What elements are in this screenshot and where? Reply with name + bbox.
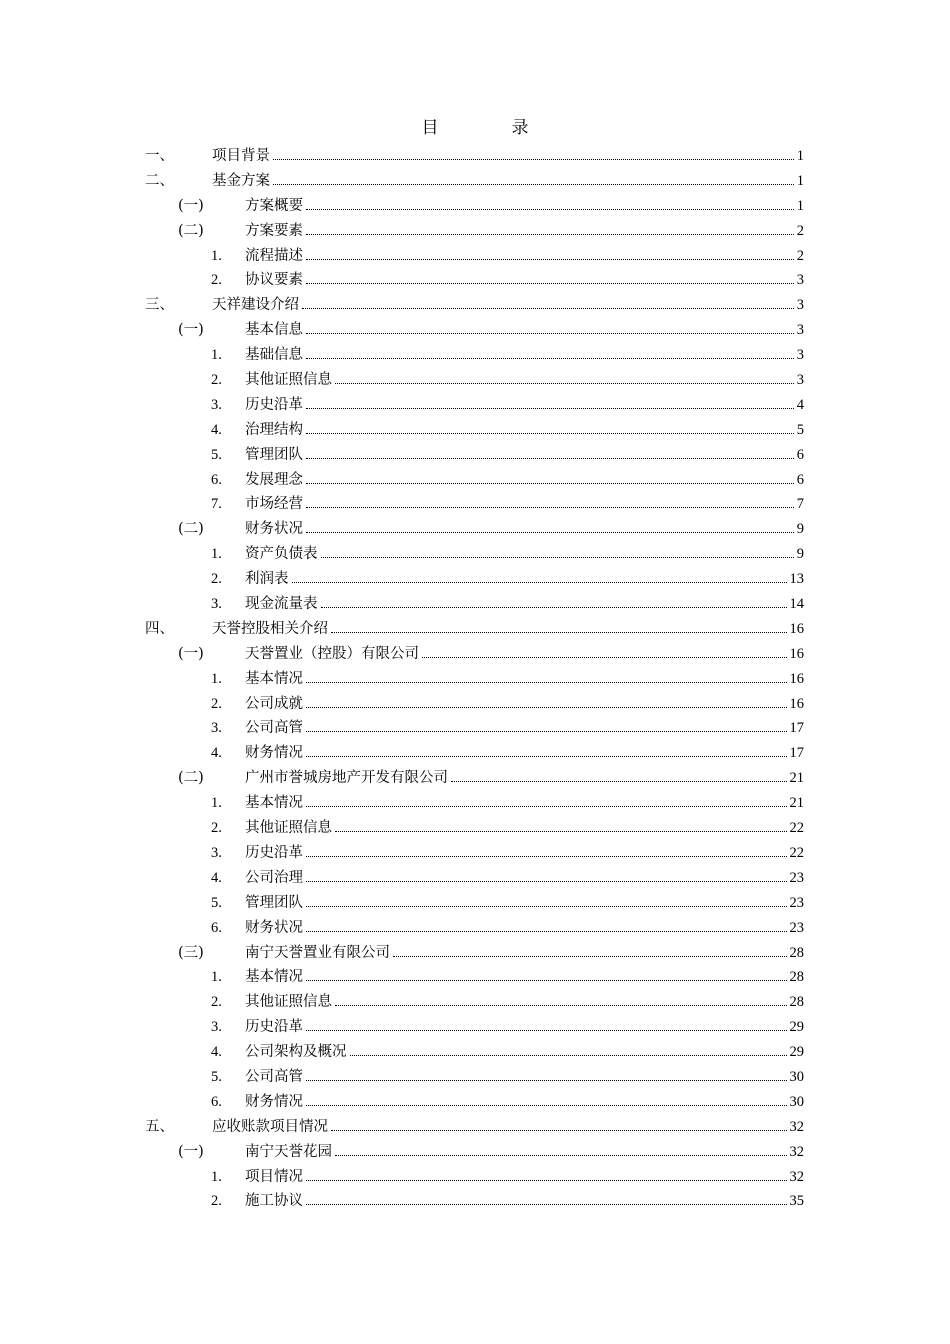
toc-entry[interactable] — [0, 816, 950, 841]
toc-entry-label[interactable]: 南宁天誉花园 — [245, 1143, 332, 1160]
dot-leader — [306, 433, 794, 434]
toc-entry-page: 2 — [796, 222, 804, 239]
toc-entry-number: 7. — [211, 496, 222, 513]
toc-entry-page: 14 — [789, 596, 804, 613]
toc-entry-label[interactable]: 天誉置业（控股）有限公司 — [245, 645, 419, 662]
toc-entry[interactable] — [0, 667, 950, 692]
toc-entry-line — [245, 965, 804, 990]
toc-entry-line — [245, 816, 804, 841]
toc-entry[interactable] — [0, 219, 950, 244]
toc-entry-page: 32 — [789, 1143, 804, 1160]
toc-entry-number: 1. — [211, 546, 222, 563]
toc-entry-label[interactable]: 管理团队 — [245, 446, 303, 463]
toc-entry-page: 6 — [796, 446, 804, 463]
toc-entry-page: 16 — [789, 670, 804, 687]
toc-entry-line — [245, 194, 804, 219]
toc-entry-line — [212, 617, 804, 642]
dot-leader — [393, 956, 787, 957]
toc-entry-number: (三) — [178, 944, 204, 961]
toc-entry-line — [245, 592, 804, 617]
toc-entry-number: (一) — [178, 645, 204, 662]
dot-leader — [273, 159, 794, 160]
toc-entry[interactable] — [0, 468, 950, 493]
toc-entry-label[interactable]: 其他证照信息 — [245, 372, 332, 389]
toc-entry-line — [245, 492, 804, 517]
toc-entry-line — [245, 1189, 804, 1214]
dot-leader — [292, 582, 787, 583]
toc-entry-label[interactable]: 施工协议 — [245, 1193, 303, 1210]
toc-entry[interactable] — [0, 443, 950, 468]
toc-entry-number: (一) — [178, 197, 204, 214]
toc-entry-page: 3 — [796, 372, 804, 389]
toc-entry-label[interactable]: 财务状况 — [245, 521, 303, 538]
toc-entry-page: 21 — [789, 770, 804, 787]
toc-entry-number: 四、 — [145, 620, 174, 637]
toc-entry[interactable] — [0, 592, 950, 617]
toc-entry-number: 6. — [211, 919, 222, 936]
toc-entry-line — [245, 244, 804, 269]
dot-leader — [306, 234, 794, 235]
toc-entry-label[interactable]: 应收账款项目情况 — [212, 1118, 328, 1135]
toc-entry-label[interactable]: 历史沿革 — [245, 1019, 303, 1036]
toc-entry-label[interactable]: 基本情况 — [245, 670, 303, 687]
toc-entry[interactable] — [0, 1165, 950, 1190]
toc-entry-number: 2. — [211, 1193, 222, 1210]
dot-leader — [306, 333, 794, 334]
toc-entry-number: 2. — [211, 571, 222, 588]
toc-entry[interactable] — [0, 567, 950, 592]
toc-entry[interactable] — [0, 368, 950, 393]
toc-entry-number: 二、 — [145, 172, 174, 189]
dot-leader — [451, 781, 787, 782]
toc-entry-page: 1 — [796, 172, 804, 189]
toc-entry-number: 4. — [211, 1044, 222, 1061]
toc-entry-label[interactable]: 历史沿革 — [245, 844, 303, 861]
dot-leader — [331, 632, 787, 633]
toc-entry-number: 5. — [211, 894, 222, 911]
toc-entry-number: (一) — [178, 322, 204, 339]
toc-entry-label[interactable]: 公司治理 — [245, 869, 303, 886]
toc-entry-page: 30 — [789, 1093, 804, 1110]
dot-leader — [306, 283, 794, 284]
toc-entry-page: 28 — [789, 944, 804, 961]
toc-entry-page: 28 — [789, 994, 804, 1011]
dot-leader — [306, 1080, 787, 1081]
toc-entry-page: 23 — [789, 919, 804, 936]
toc-entry-page: 35 — [789, 1193, 804, 1210]
toc-entry-label[interactable]: 广州市誉城房地产开发有限公司 — [245, 770, 448, 787]
dot-leader — [306, 881, 787, 882]
toc-entry[interactable] — [0, 990, 950, 1015]
toc-entry-label[interactable]: 利润表 — [245, 571, 289, 588]
toc-entry-number: 4. — [211, 745, 222, 762]
toc-entry[interactable] — [0, 692, 950, 717]
toc-entry-number: 1. — [211, 670, 222, 687]
toc-entry[interactable] — [0, 418, 950, 443]
dot-leader — [306, 682, 787, 683]
toc-entry-number: 3. — [211, 844, 222, 861]
toc-entry-label[interactable]: 公司高管 — [245, 1068, 303, 1085]
dot-leader — [306, 408, 794, 409]
toc-entry-label[interactable]: 项目情况 — [245, 1168, 303, 1185]
dot-leader — [306, 259, 794, 260]
dot-leader — [306, 1204, 787, 1205]
toc-entry-number: 3. — [211, 1019, 222, 1036]
toc-entry-number: 一、 — [145, 148, 174, 164]
toc-entry-label[interactable]: 方案要素 — [245, 222, 303, 239]
toc-entry-label[interactable]: 基本信息 — [245, 322, 303, 339]
toc-entry[interactable] — [0, 144, 950, 169]
toc-entry-number: 2. — [211, 695, 222, 712]
toc-entry[interactable] — [0, 1115, 950, 1140]
toc-entry-number: 三、 — [145, 297, 174, 314]
toc-entry-page: 1 — [796, 148, 804, 164]
toc-entry-label[interactable]: 项目背景 — [212, 148, 270, 164]
toc-entry-number: 3. — [211, 396, 222, 413]
toc-entry[interactable] — [0, 1040, 950, 1065]
dot-leader — [335, 1155, 787, 1156]
toc-entry-page: 23 — [789, 894, 804, 911]
toc-entry-line — [245, 268, 804, 293]
toc-entry[interactable] — [0, 1065, 950, 1090]
toc-entry-line — [245, 393, 804, 418]
dot-leader — [306, 1180, 787, 1181]
toc-entry-page: 2 — [796, 247, 804, 264]
toc-entry[interactable] — [0, 741, 950, 766]
toc-entry-line — [245, 642, 804, 667]
toc-entry-number: 1. — [211, 247, 222, 264]
dot-leader — [335, 831, 787, 832]
toc-title: 目 录 — [421, 118, 557, 138]
toc-entry-line — [245, 1090, 804, 1115]
toc-entry-number: 五、 — [145, 1118, 174, 1135]
toc-entry-page: 17 — [789, 720, 804, 737]
toc-entry-label[interactable]: 公司高管 — [245, 720, 303, 737]
toc-entry-line — [245, 1165, 804, 1190]
dot-leader — [306, 1030, 787, 1031]
dot-leader — [422, 657, 787, 658]
toc-entry-label[interactable]: 基本情况 — [245, 969, 303, 986]
toc-entry-line — [245, 418, 804, 443]
toc-entry-label[interactable]: 财务情况 — [245, 1093, 303, 1110]
toc-entry-label[interactable]: 公司架构及概况 — [245, 1044, 347, 1061]
toc-list — [0, 144, 950, 1214]
toc-entry-page: 6 — [796, 471, 804, 488]
toc-entry-number: 4. — [211, 421, 222, 438]
toc-entry-label[interactable]: 协议要素 — [245, 272, 303, 289]
toc-entry-page: 5 — [796, 421, 804, 438]
toc-entry-line — [245, 741, 804, 766]
toc-entry-line — [245, 318, 804, 343]
toc-entry-page: 29 — [789, 1044, 804, 1061]
toc-entry-number: 1. — [211, 969, 222, 986]
toc-entry-page: 16 — [789, 645, 804, 662]
toc-entry-page: 3 — [796, 297, 804, 314]
toc-entry-page: 13 — [789, 571, 804, 588]
toc-entry-line — [245, 517, 804, 542]
toc-entry-number: 1. — [211, 795, 222, 812]
toc-entry-number: 4. — [211, 869, 222, 886]
toc-entry-label[interactable]: 资产负债表 — [245, 546, 318, 563]
toc-entry-page: 22 — [789, 844, 804, 861]
toc-entry[interactable] — [0, 866, 950, 891]
toc-entry-label[interactable]: 其他证照信息 — [245, 820, 332, 837]
toc-entry-line — [245, 716, 804, 741]
toc-entry[interactable] — [0, 268, 950, 293]
toc-entry-line — [245, 1015, 804, 1040]
toc-entry[interactable] — [0, 841, 950, 866]
toc-entry-page: 21 — [789, 795, 804, 812]
dot-leader — [273, 184, 794, 185]
toc-entry-number: 2. — [211, 372, 222, 389]
toc-entry-line — [245, 990, 804, 1015]
dot-leader — [306, 906, 787, 907]
toc-entry[interactable] — [0, 1140, 950, 1165]
toc-entry-page: 16 — [789, 620, 804, 637]
toc-entry-page: 23 — [789, 869, 804, 886]
toc-entry-label[interactable]: 现金流量表 — [245, 596, 318, 613]
toc-entry[interactable] — [0, 617, 950, 642]
toc-entry-page: 29 — [789, 1019, 804, 1036]
toc-entry[interactable] — [0, 492, 950, 517]
toc-entry-line — [245, 219, 804, 244]
toc-entry-page: 17 — [789, 745, 804, 762]
toc-entry-line — [212, 293, 804, 318]
toc-entry[interactable] — [0, 293, 950, 318]
toc-entry-label[interactable]: 财务状况 — [245, 919, 303, 936]
toc-entry-number: 2. — [211, 994, 222, 1011]
dot-leader — [331, 1130, 787, 1131]
toc-entry-number: 2. — [211, 272, 222, 289]
toc-entry-line — [245, 368, 804, 393]
toc-entry[interactable] — [0, 716, 950, 741]
toc-entry-line — [245, 1140, 804, 1165]
toc-entry-page: 32 — [789, 1168, 804, 1185]
toc-entry-line — [245, 667, 804, 692]
toc-entry[interactable] — [0, 791, 950, 816]
toc-entry-number: (二) — [178, 222, 204, 239]
toc-entry[interactable] — [0, 1189, 950, 1214]
toc-entry[interactable] — [0, 194, 950, 219]
toc-entry-line — [245, 1040, 804, 1065]
toc-entry-label[interactable]: 流程描述 — [245, 247, 303, 264]
dot-leader — [306, 209, 794, 210]
toc-entry-label[interactable]: 基金方案 — [212, 172, 270, 189]
toc-entry-label[interactable]: 天祥建设介绍 — [212, 297, 299, 314]
dot-leader — [306, 856, 787, 857]
toc-entry-page: 30 — [789, 1068, 804, 1085]
toc-entry-line — [245, 443, 804, 468]
dot-leader — [306, 707, 787, 708]
toc-entry-line — [245, 567, 804, 592]
toc-entry-line — [245, 791, 804, 816]
toc-entry-label[interactable]: 市场经营 — [245, 496, 303, 513]
toc-entry[interactable] — [0, 1090, 950, 1115]
toc-entry-number: 1. — [211, 1168, 222, 1185]
dot-leader — [306, 931, 787, 932]
dot-leader — [306, 483, 794, 484]
toc-entry-page: 3 — [796, 322, 804, 339]
toc-entry[interactable] — [0, 244, 950, 269]
toc-entry-label[interactable]: 基本情况 — [245, 795, 303, 812]
toc-entry-number: 6. — [211, 1093, 222, 1110]
toc-entry-label[interactable]: 历史沿革 — [245, 396, 303, 413]
toc-entry[interactable] — [0, 393, 950, 418]
dot-leader — [350, 1055, 787, 1056]
toc-entry-line — [212, 1115, 804, 1140]
toc-entry[interactable] — [0, 965, 950, 990]
dot-leader — [306, 756, 787, 757]
toc-entry-line — [245, 343, 804, 368]
dot-leader — [306, 980, 787, 981]
toc-entry[interactable] — [0, 517, 950, 542]
toc-entry-label[interactable]: 其他证照信息 — [245, 994, 332, 1011]
dot-leader — [306, 358, 794, 359]
toc-entry[interactable] — [0, 318, 950, 343]
toc-entry-number: 1. — [211, 347, 222, 364]
dot-leader — [302, 308, 794, 309]
toc-entry-number: 2. — [211, 820, 222, 837]
toc-entry-label[interactable]: 方案概要 — [245, 197, 303, 214]
dot-leader — [306, 1105, 787, 1106]
toc-entry-page: 22 — [789, 820, 804, 837]
toc-entry-number: 5. — [211, 446, 222, 463]
toc-entry-label[interactable]: 公司成就 — [245, 695, 303, 712]
toc-entry[interactable] — [0, 642, 950, 667]
dot-leader — [306, 458, 794, 459]
toc-entry[interactable] — [0, 891, 950, 916]
toc-entry-page: 4 — [796, 396, 804, 413]
toc-entry-line — [245, 841, 804, 866]
toc-entry[interactable] — [0, 542, 950, 567]
toc-entry-label[interactable]: 发展理念 — [245, 471, 303, 488]
toc-entry[interactable] — [0, 941, 950, 966]
dot-leader — [321, 557, 794, 558]
toc-entry-label[interactable]: 天誉控股相关介绍 — [212, 620, 328, 637]
toc-entry-page: 9 — [796, 521, 804, 538]
toc-entry-line — [245, 891, 804, 916]
toc-entry-line — [245, 542, 804, 567]
toc-entry-line — [245, 941, 804, 966]
toc-entry-line — [245, 916, 804, 941]
toc-entry-number: 6. — [211, 471, 222, 488]
toc-entry-number: 5. — [211, 1068, 222, 1085]
toc-entry-page: 16 — [789, 695, 804, 712]
toc-entry-line — [245, 1065, 804, 1090]
toc-entry-number: 3. — [211, 720, 222, 737]
toc-entry-label[interactable]: 南宁天誉置业有限公司 — [245, 944, 390, 961]
toc-entry-number: (二) — [178, 770, 204, 787]
toc-entry-label[interactable]: 管理团队 — [245, 894, 303, 911]
toc-entry-page: 9 — [796, 546, 804, 563]
dot-leader — [306, 507, 794, 508]
dot-leader — [306, 731, 787, 732]
toc-entry-line — [245, 766, 804, 791]
toc-entry-page: 28 — [789, 969, 804, 986]
toc-entry[interactable] — [0, 1015, 950, 1040]
dot-leader — [335, 383, 794, 384]
toc-entry-line — [212, 144, 804, 169]
toc-entry[interactable] — [0, 169, 950, 194]
toc-entry-page: 1 — [796, 197, 804, 214]
toc-entry-number: 3. — [211, 596, 222, 613]
toc-entry[interactable] — [0, 343, 950, 368]
dot-leader — [321, 607, 787, 608]
toc-entry-label[interactable]: 基础信息 — [245, 347, 303, 364]
toc-entry-page: 7 — [796, 496, 804, 513]
toc-entry-page: 32 — [789, 1118, 804, 1135]
toc-entry-line — [212, 169, 804, 194]
toc-entry-label[interactable]: 治理结构 — [245, 421, 303, 438]
dot-leader — [306, 532, 794, 533]
toc-entry-page: 3 — [796, 347, 804, 364]
toc-entry-page: 3 — [796, 272, 804, 289]
dot-leader — [335, 1005, 787, 1006]
toc-entry-number: (二) — [178, 521, 204, 538]
toc-entry-line — [245, 468, 804, 493]
toc-entry-line — [245, 866, 804, 891]
toc-entry[interactable] — [0, 766, 950, 791]
toc-entry-line — [245, 692, 804, 717]
toc-entry-number: (一) — [178, 1143, 204, 1160]
dot-leader — [306, 806, 787, 807]
toc-entry[interactable] — [0, 916, 950, 941]
toc-entry-label[interactable]: 财务情况 — [245, 745, 303, 762]
